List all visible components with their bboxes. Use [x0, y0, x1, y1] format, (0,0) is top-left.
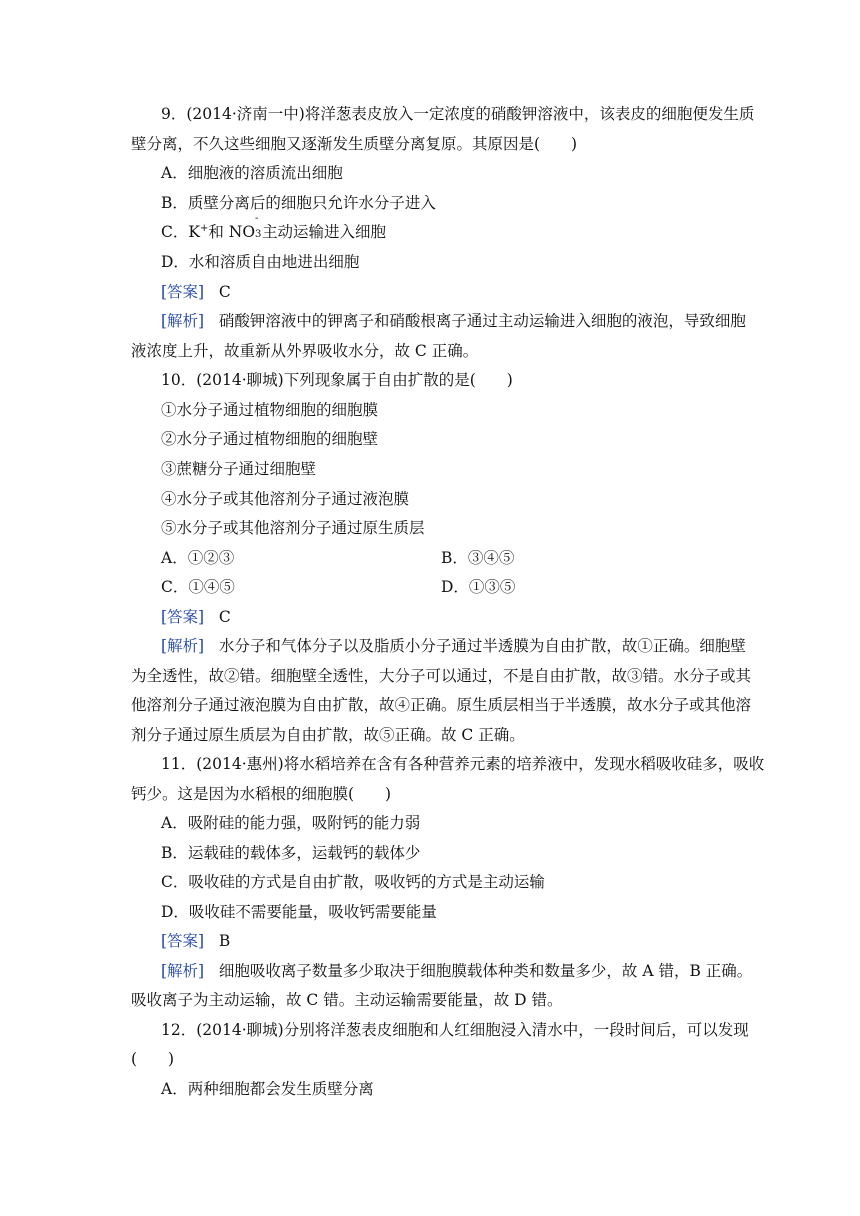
- q10-analysis-line2: 为全透性，故②错。细胞壁全透性，大分子可以通过，不是自由扩散，故③错。水分子或其: [131, 667, 752, 685]
- q12-stem-line1: 12．(2014·聊城)分别将洋葱表皮细胞和人红细胞浸入清水中，一段时间后，可以发现: [161, 1021, 749, 1039]
- q11-answer: [161, 931, 230, 951]
- q9-analysis-tag: [解析]: [161, 312, 205, 330]
- q11-analysis-text1: 细胞吸收离子数量多少取决于细胞膜载体种类和数量多少，故 A 错，B 正确。: [218, 962, 753, 980]
- q9-answer: [161, 282, 231, 302]
- q11-option-c: C．吸收硅的方式是自由扩散，吸收钙的方式是主动运输: [161, 873, 545, 891]
- q10-item-2: ②水分子通过植物细胞的细胞壁: [161, 430, 379, 448]
- q9-analysis-line1: [161, 311, 746, 331]
- q9-answer-tag: [答案]: [161, 283, 205, 301]
- q10-analysis-line4: 剂分子通过原生质层为自由扩散，故⑤正确。故 C 正确。: [131, 726, 525, 744]
- q10-analysis-line1: [161, 636, 746, 656]
- q9-analysis-line2: 液浓度上升，故重新从外界吸收水分，故 C 正确。: [131, 342, 479, 360]
- q11-analysis-line2: 吸收离子为主动运输，故 C 错。主动运输需要能量，故 D 错。: [131, 991, 563, 1009]
- q9-option-c-post: 主动运输进入细胞: [262, 223, 387, 241]
- q11-stem-line1: 11．(2014·惠州)将水稻培养在含有各种营养元素的培养液中，发现水稻吸收硅多，吸收: [161, 755, 765, 773]
- q9-answer-value: C: [218, 283, 231, 301]
- q9-option-c-sup1: +: [199, 222, 209, 234]
- q11-option-d: D．吸收硅不需要能量，吸收钙需要能量: [161, 903, 437, 921]
- q9-stem-line2: 壁分离，不久这些细胞又逐渐发生质壁分离复原。其原因是( ): [131, 135, 578, 153]
- q10-answer-value: C: [218, 608, 231, 626]
- q11-analysis-line1: [161, 961, 752, 981]
- q11-answer-tag: [答案]: [161, 932, 205, 950]
- q10-item-1: ①水分子通过植物细胞的细胞膜: [161, 401, 379, 419]
- q10-analysis-line3: 他溶剂分子通过液泡膜为自由扩散，故④正确。原生质层相当于半透膜，故水分子或其他溶: [131, 696, 752, 714]
- q9-stem-line1: 9．(2014·济南一中)将洋葱表皮放入一定浓度的硝酸钾溶液中，该表皮的细胞便发生质: [161, 105, 755, 123]
- q9-option-c-mid: 和 NO: [208, 223, 256, 241]
- q12-stem-line2: ( ): [131, 1050, 175, 1068]
- q9-option-c-pre: C．K: [161, 223, 200, 241]
- q10-option-a: A．①②③: [161, 549, 235, 567]
- q11-answer-value: B: [218, 932, 231, 950]
- q10-option-c: C．①④⑤: [161, 578, 235, 596]
- q10-answer-tag: [答案]: [161, 608, 205, 626]
- q12-option-a: A．两种细胞都会发生质壁分离: [161, 1080, 374, 1098]
- q10-analysis-tag: [解析]: [161, 637, 205, 655]
- q10-option-b: B．③④⑤: [441, 549, 515, 567]
- q9-option-d: D．水和溶质自由地进出细胞: [161, 253, 360, 271]
- q10-stem: 10．(2014·聊城)下列现象属于自由扩散的是( ): [161, 371, 513, 389]
- q9-analysis-text1: 硝酸钾溶液中的钾离子和硝酸根离子通过主动运输进入细胞的液泡，导致细胞: [218, 312, 746, 330]
- q10-item-5: ⑤水分子或其他溶剂分子通过原生质层: [161, 519, 425, 537]
- q9-option-b: B．质壁分离后的细胞只允许水分子进入: [161, 194, 436, 212]
- q10-answer: [161, 607, 231, 627]
- q9-option-a: A．细胞液的溶质流出细胞: [161, 164, 343, 182]
- q10-item-3: ③蔗糖分子通过细胞壁: [161, 460, 317, 478]
- q10-item-4: ④水分子或其他溶剂分子通过液泡膜: [161, 490, 410, 508]
- q9-option-c: C．K+和 NO - 3 主动运输进入细胞: [161, 213, 387, 241]
- q11-analysis-tag: [解析]: [161, 962, 205, 980]
- q11-option-b: B．运载硅的载体多，运载钙的载体少: [161, 844, 421, 862]
- q11-option-a: A．吸附硅的能力强，吸附钙的能力弱: [161, 814, 421, 832]
- q10-option-d: D．①③⑤: [441, 578, 516, 596]
- q10-analysis-text1: 水分子和气体分子以及脂质小分子通过半透膜为自由扩散，故①正确。细胞壁: [218, 637, 746, 655]
- q11-stem-line2: 钙少。这是因为水稻根的细胞膜( ): [131, 785, 392, 803]
